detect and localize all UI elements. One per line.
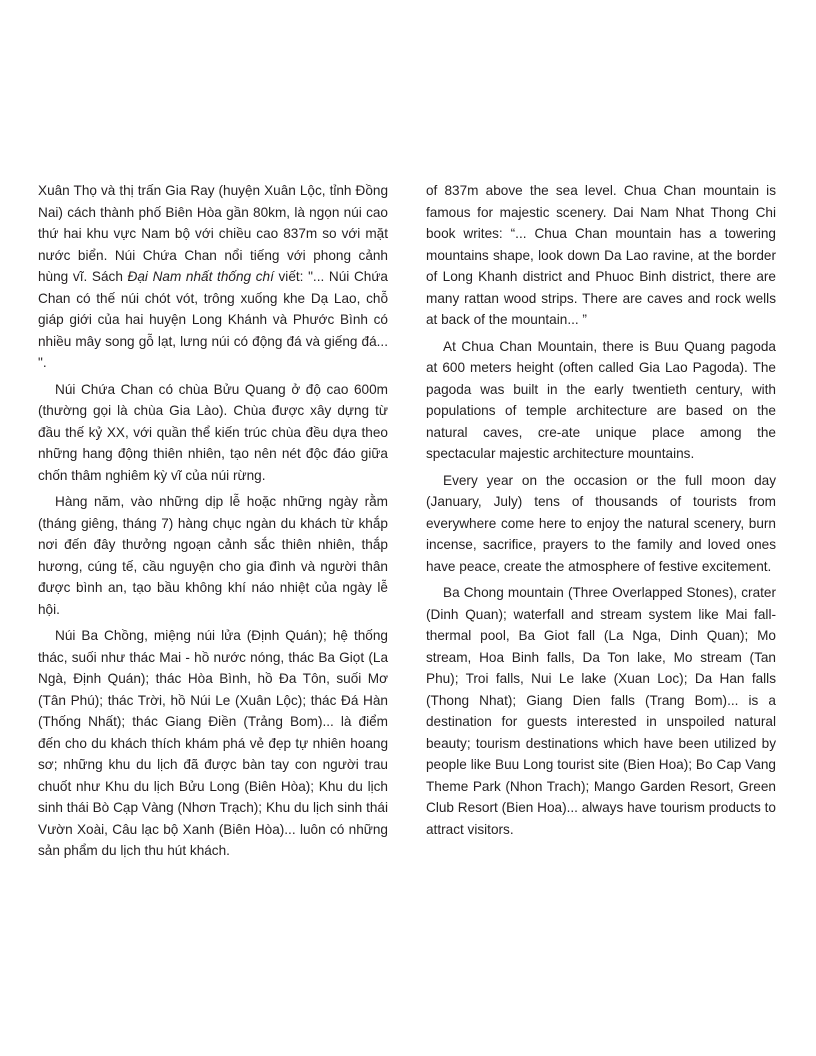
paragraph-destinations-vi: Núi Ba Chồng, miệng núi lửa (Định Quán); hệ thống thác, suối như thác Mai - hồ nước nóng, thác Ba Giọt (La Ngà, Định Quán); thác Hòa Bình, hồ Đa Tôn, suối Mơ (Tân Phú); thác Trời, hồ Núi Le (Xuân Lộc); thác Đá Hàn (Thống Nhất); thác Giang Điền (Trảng Bom)... là điểm đến cho du khách thích khám phá vẻ đẹp tự nhiên hoang sơ; những khu du lịch đã được bàn tay con người trau chuốt như Khu du lịch Bửu Long (Biên Hòa); Khu du lịch sinh thái Bò Cạp Vàng (Nhơn Trạch); Khu du lịch sinh thái Vườn Xoài, Câu lạc bộ Xanh (Biên Hòa)... luôn có những sản phẩm du lịch thu hút khách. — [38, 628, 388, 858]
vietnamese-text-column — [38, 180, 388, 867]
paragraph-text: Xuân Thọ và thị trấn Gia Ray (huyện Xuân Lộc, tỉnh Đồng Nai) cách thành phố Biên Hòa gần 80km, là ngọn núi cao thứ hai khu vực Nam bộ với chiều cao 837m so với mặt nước biển. Núi Chứa Chan nổi tiếng với phong cảnh hùng vĩ. Sách — [38, 183, 388, 284]
paragraph-chua-chan-intro-en: of 837m above the sea level. Chua Chan mountain is famous for majestic scenery. Dai Nam Nhat Thong Chi book writes: “... Chua Chan mountain has a towering mountains shape, look down Da Lao ravine, at the border of Long Khanh district and Phuoc Binh district, there are many rattan wood strips. There are caves and rock wells at back of the mountain... ” — [426, 183, 776, 327]
paragraph-chua-chan-intro-vi — [38, 180, 388, 374]
book-title: Đại Nam nhất thống chí — [127, 269, 274, 284]
paragraph-festival-vi: Hàng năm, vào những dịp lễ hoặc những ngày rằm (tháng giêng, tháng 7) hàng chục ngàn du khách từ khắp nơi đến đây thưởng ngoạn cảnh sắc thiên nhiên, thắp hương, cúng tế, cầu nguyện cho gia đình và người thân được bình an, tạo bầu không khí náo nhiệt của ngày lễ hội. — [38, 494, 388, 617]
english-text-column — [426, 180, 776, 845]
paragraph-destinations-en: Ba Chong mountain (Three Overlapped Stones), crater (Dinh Quan); waterfall and stream system like Mai fall- thermal pool, Ba Giot fall (La Nga, Dinh Quan); Mo stream, Hoa Binh falls, Da Ton lake, Mo stream (Tan Phu); Troi falls, Nui Le lake (Xuan Loc); Da Han falls (Thong Nhat); Giang Dien falls (Trang Bom)... is a destination for guests interested in unspoiled natural beauty; tourism destinations which have been utilized by people like Buu Long tourist site (Bien Hoa); Bo Cap Vang Theme Park (Nhon Trach); Mango Garden Resort, Green Club Resort (Bien Hoa)... always have tourism products to attract visitors. — [426, 585, 776, 837]
paragraph-buu-quang-pagoda-vi: Núi Chứa Chan có chùa Bửu Quang ở độ cao 600m (thường gọi là chùa Gia Lào). Chùa được xây dựng từ đầu thế kỷ XX, với quần thể kiến trúc chùa đều dựa theo những hang động thiên nhiên, tạo nên nét độc đáo giữa chốn thâm nghiêm kỳ vĩ của núi rừng. — [38, 381, 388, 483]
paragraph-festival-en: Every year on the occasion or the full moon day (January, July) tens of thousands of tourists from everywhere come here to enjoy the natural scenery, burn incense, sacrifice, prayers to the family and loved ones have peace, create the atmosphere of festive excitement. — [426, 472, 776, 574]
paragraph-buu-quang-pagoda-en: At Chua Chan Mountain, there is Buu Quang pagoda at 600 meters height (often called Gia Lao Pagoda). The pagoda was built in the early twentieth century, with populations of temple architecture are based on the natural caves, cre-ate unique place among the spectacular majestic architecture mountains. — [426, 338, 776, 461]
paragraph-text: viết: "... Núi Chứa Chan có thế núi chót vót, trông xuống khe Dạ Lao, chỗ giáp giới của hai huyện Long Khánh và Phước Bình có nhiều mây song gỗ lạt, lưng núi có động đá và giếng đá... ". — [38, 269, 388, 370]
